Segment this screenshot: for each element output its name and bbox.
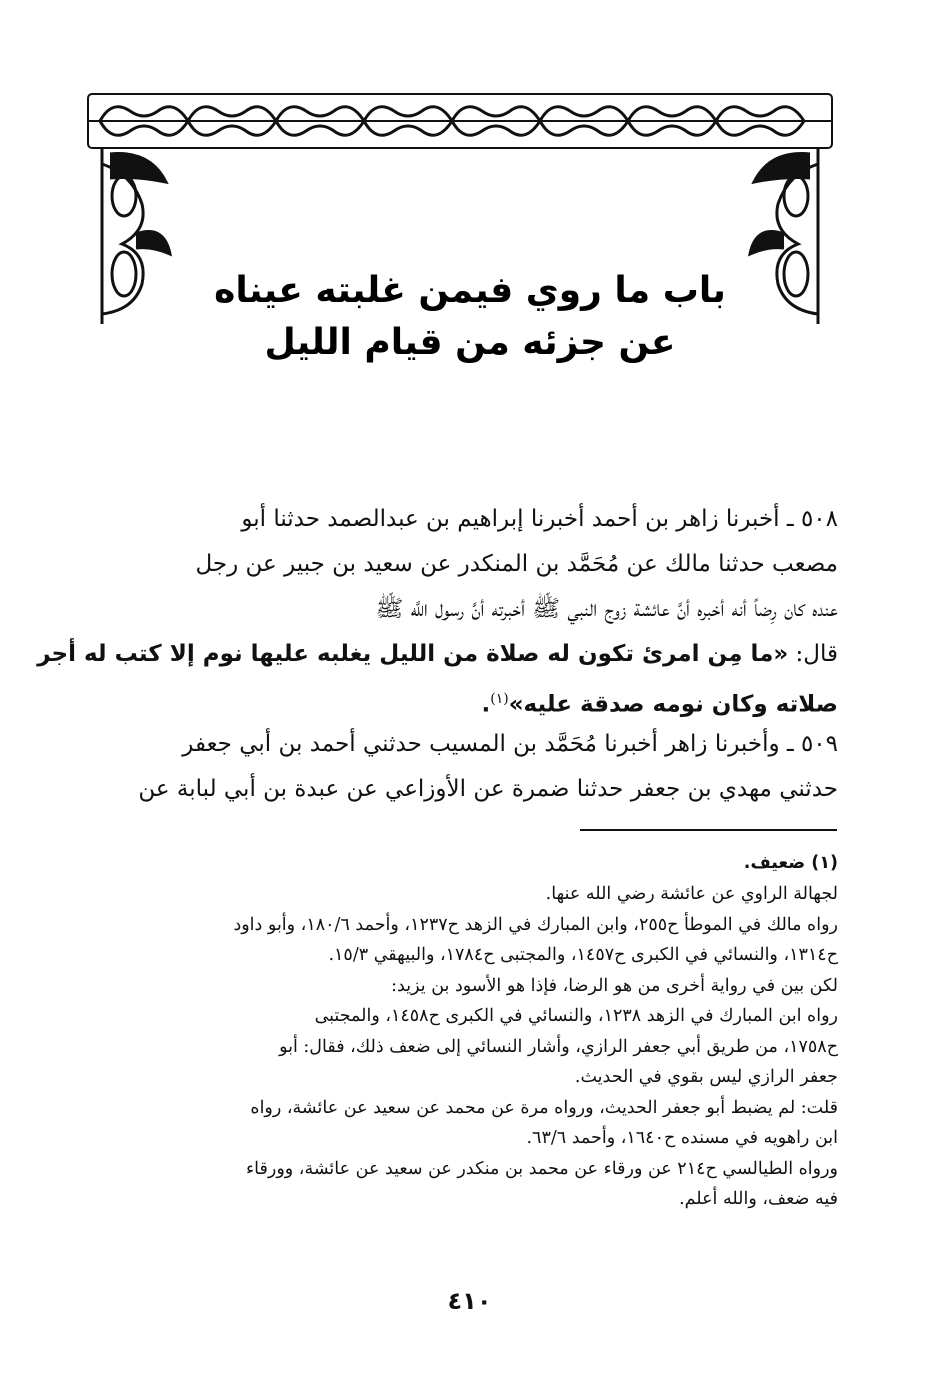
- footnote-line: فيه ضعف، والله أعلم.: [679, 1189, 838, 1209]
- hadith-508-line3: عنده كان رِضاً أنه أخبره أنَّ عائشة زوج النبي ﷺ أخبرته أنَّ رسول اللَّه ﷺ: [375, 596, 838, 622]
- footnote-line: رواه مالك في الموطأ ح٢٥٥، وابن المبارك في الزهد ح١٢٣٧، وأحمد ١٨٠/٦، وأبو داود: [233, 914, 838, 935]
- hadith-509-paragraph: [83, 722, 838, 812]
- hadith-509-line1: ٥٠٩ ـ وأخبرنا زاهر أخبرنا مُحَمَّد بن المسيب حدثني أحمد بن أبي جعفر: [182, 731, 838, 757]
- hadith-508-line5: [83, 677, 838, 728]
- hadith-508-matn-end: صلاته وكان نومه صدقة عليه»: [508, 691, 838, 718]
- footnote-line: لكن بين في رواية أخرى من هو الرضا، فإذا هو الأسود بن يزيد:: [391, 975, 838, 996]
- footnote-line: ورواه الطيالسي ح٢١٤ عن ورقاء عن محمد بن منكدر عن سعيد عن عائشة، وورقاء: [245, 1158, 838, 1179]
- footnote-body: [83, 879, 838, 1215]
- hadith-508-qala: قال:: [788, 641, 838, 667]
- footnote-line: ح١٧٥٨، من طريق أبي جعفر الرازي، وأشار النسائي إلى ضعف ذلك، فقال: أبو: [279, 1036, 838, 1057]
- footnote-marker: (١): [490, 691, 509, 707]
- footnote-line: رواه ابن المبارك في الزهد ١٢٣٨، والنسائي في الكبرى ح١٤٥٨، والمجتبى: [314, 1006, 838, 1026]
- footnote-heading: (١) ضعيف.: [743, 853, 838, 873]
- hadith-508-line2: مصعب حدثنا مالك عن مُحَمَّد بن المنكدر عن سعيد بن جبير عن رجل: [195, 551, 838, 577]
- hadith-508-matn-start: «ما مِن امرئ تكون له صلاة من الليل يغلبه عليها نوم إلا كتب له أجر: [37, 641, 789, 667]
- hadith-508-line1: ٥٠٨ ـ أخبرنا زاهر بن أحمد أخبرنا إبراهيم بن عبدالصمد حدثنا أبو: [241, 506, 838, 532]
- hadith-508-period: .: [481, 691, 491, 718]
- footnote-line: ح١٣١٤، والنسائي في الكبرى ح١٤٥٧، والمجتبى ح١٧٨٤، والبيهقي ١٥/٣.: [328, 945, 838, 965]
- hadith-509-line2: حدثني مهدي بن جعفر حدثنا ضمرة عن الأوزاعي عن عبدة بن أبي لبابة عن: [138, 776, 838, 802]
- footnote-line: جعفر الرازي ليس بقوي في الحديث.: [574, 1067, 838, 1087]
- footnote-divider: [580, 829, 837, 831]
- footnote-line: لجهالة الراوي عن عائشة رضي الله عنها.: [545, 884, 838, 904]
- hadith-508-paragraph: [37, 497, 838, 728]
- page-number: ٤١٠: [447, 1287, 492, 1315]
- footnote-line: ابن راهويه في مسنده ح١٦٤٠، وأحمد ٦٣/٦.: [526, 1128, 838, 1148]
- chapter-title-line2: عن جزئه من قيام الليل: [264, 322, 676, 363]
- footnote-line: قلت: لم يضبط أبو جعفر الحديث، ورواه مرة عن محمد عن سعيد عن عائشة، رواه: [250, 1097, 838, 1118]
- chapter-title-line1: باب ما روي فيمن غلبته عيناه: [214, 270, 726, 311]
- hadith-508-line4: [37, 632, 838, 677]
